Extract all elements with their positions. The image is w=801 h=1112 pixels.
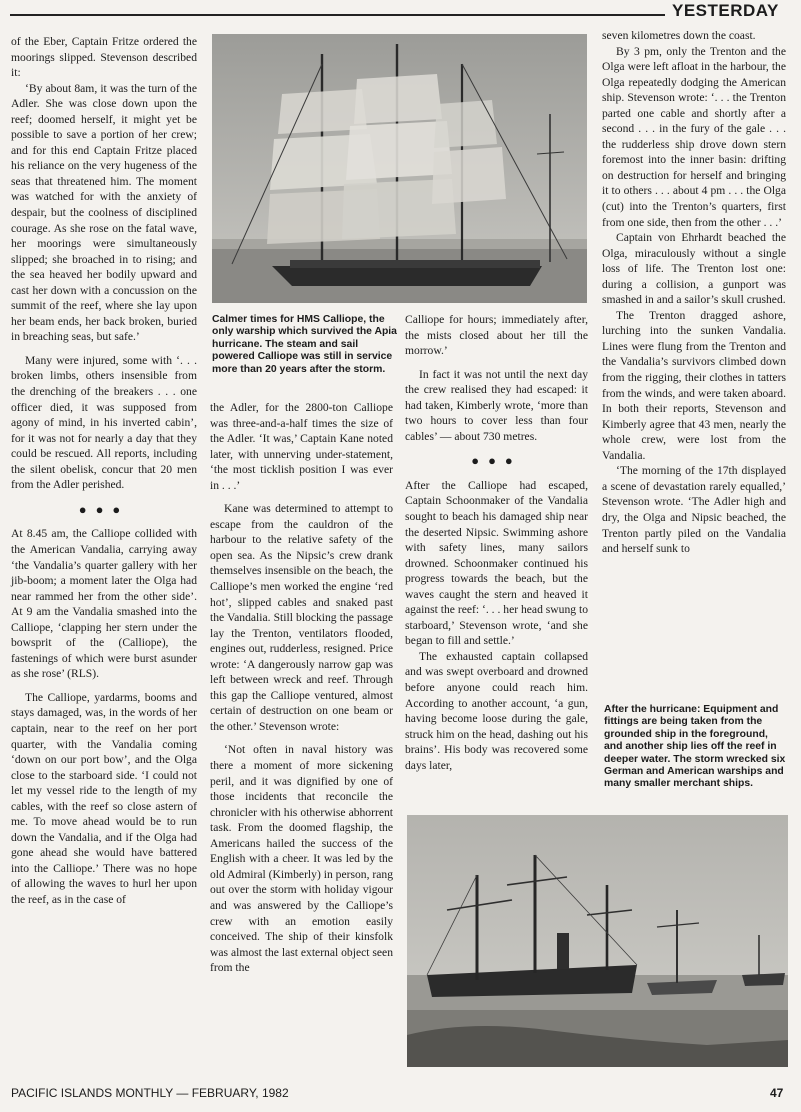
paragraph: Calliope for hours; immediately after, the mists closed about her till the morrow.’	[405, 313, 588, 358]
column-3	[405, 312, 588, 773]
paragraph: of the Eber, Captain Fritze ordered the moorings slipped. Stevenson described it:	[11, 35, 197, 80]
paragraph: After the Calliope had escaped, Captain Schoonmaker of the Vandalia sought to beach his damaged ship near the deserted Nipsic. Swimming ashore with safety lines, many sailors drowned. Schoonmaker continued his progress towards the beach, but the waves caught the stern and heaved it against the reef: ‘. . . her head swung to starboard,’ Stevenson wrote, ‘and she began to fill and settle.’	[405, 478, 588, 648]
paragraph: ‘Not often in naval history was there a moment of more sickening peril, and it was dignified by one of those incidents that reconcile the chronicler with his otherwise abhorrent task. From the doomed flagship, the Americans hailed the success of the English with a cheer. It was led by the old Admiral (Kimberly) in person, rang out over the storm with holiday vigour and was answered by the Calliope’s crew with an emotion easily conceived. The ship of their kinsfolk was almost the last external object seen from the	[210, 743, 393, 975]
section-break-bullets: ●●●	[471, 453, 522, 469]
paragraph: Captain von Ehrhardt beached the Olga, miraculously without a single loss of life. The Trenton lost one: during a collision, a gunport was smashed in and a sailor’s skull crushed.	[602, 231, 786, 307]
paragraph: At 8.45 am, the Calliope collided with the American Vandalia, carrying away ‘the Vandalia’s quarter gallery with her jib-boom; a moment later the Olga had near rammed her from the other side’. At 9 am the Vandalia smashed into the Calliope, ‘clapping her stern under the bowsprit of the (Calliope), the fastenings of which were burst asunder as she rose’ (RLS).	[11, 527, 197, 681]
header-rule	[10, 14, 665, 16]
footer-publication: PACIFIC ISLANDS MONTHLY — FEBRUARY, 1982	[11, 1086, 289, 1100]
section-break-bullets: ●●●	[78, 501, 130, 517]
paragraph: Kane was determined to attempt to escape from the cauldron of the harbour to the relative safety of the open sea. As the Nipsic’s crew drank themselves insensible on the beach, the Calliope’s men worked the engine ‘red hot’, slipped cables and snaked past the Vandalia. Still blocking the passage lay the Trenton, ventilators flooded, engines out, rudderless, resigned. Price wrote: ‘A dangerously narrow gap was left between wreck and reef. Through this gap the Calliope ventured, almost certain of destruction on one beam or the other.’ Stevenson wrote:	[210, 502, 393, 733]
paragraph: the Adler, for the 2800-ton Calliope was three-and-a-half times the size of the Adler. ‘It was,’ Captain Kane noted later, with unnerving under-statement, ‘the most ticklish position I was ever in . . .’	[210, 401, 393, 492]
column-1	[11, 34, 197, 908]
photo-hms-calliope	[212, 34, 587, 303]
paragraph: By 3 pm, only the Trenton and the Olga were left afloat in the harbour, the Olga repeatedly dodging the American ship. Stevenson wrote: ‘. . . the Trenton parted one cable and shortly after a second . . . in the fury of the gale . . . the rudderless ship drove down stern foremost into the inner basin: drifting on destruction for herself and bringing it to others . . . about 4 pm . . . the Olga (cut) into the Trenton’s quarters, first from one side, then from the other . . .’	[602, 44, 786, 229]
column-4	[602, 28, 786, 557]
paragraph: The Calliope, yardarms, booms and stays damaged, was, in the words of her captain, near to the reef on her port quarter, with the Vandalia coming ‘down on our port bow’, and the Olga close to the starboard side. ‘I could not let my vessel ride to the length of my cables, with the reef so close astern of me. To move ahead would be to run down the Vandalia, and if the Olga had gone ahead she would have battered into the Calliope.’ There was no hope of allowing the waves to hurl her upon the reef, as in the case of	[11, 690, 197, 906]
paragraph: The Trenton dragged ashore, lurching into the sunken Vandalia. Lines were flung from the Trenton and the Vandalia’s survivors climbed down from the rigging, their clothes in tatters from the winds, and were taken aboard. In both their reports, Stevenson and Kimberly agree that 43 men, nearly the whole crew, were lost from the Vandalia.	[602, 308, 786, 462]
column-2	[210, 400, 393, 976]
paragraph: seven kilometres down the coast.	[602, 29, 756, 42]
paragraph: The exhausted captain collapsed and was swept overboard and drowned before anyone could reach him. According to another account, ‘a gun, having become loose during the gale, struck him on the head, dashing out his brains’. His body was recovered some days later,	[405, 649, 588, 772]
paragraph: Many were injured, some with ‘. . . broken limbs, others insensible from the drenching of the breakers . . . one officer died, it was supposed from agony of mind, in his inverted cabin’, for it was not for nearly a day that they could be rescued. All reports, including the silent obelisk, concur that 20 men from the Adler perished.	[11, 353, 197, 492]
paragraph: ‘The morning of the 17th displayed a scene of devastation rarely equalled,’ Stevenson wrote. ‘The Adler high and dry, the Olga and Nipsic beached, the Trenton partly piled on the Vandalia and herself sunk to	[602, 464, 786, 556]
photo-wrecked-ships	[407, 815, 788, 1067]
section-title: YESTERDAY	[672, 1, 779, 20]
photo-hms-calliope-image	[212, 34, 587, 303]
page-number: 47	[770, 1086, 784, 1100]
paragraph: In fact it was not until the next day the crew realised they had escaped: it had taken, Kimberly wrote, ‘more than two hours to cover less than four cables’ — about 730 metres.	[405, 367, 588, 443]
photo-wrecked-ships-image	[407, 815, 788, 1067]
photo-caption-calliope: Calmer times for HMS Calliope, the only warship which survived the Apia hurricane. The steam and sail powered Calliope was still in service more than 20 years after the storm.	[212, 314, 397, 375]
paragraph: ‘By about 8am, it was the turn of the Adler. She was close down upon the reef; doomed herself, it might yet be possible to save a portion of her crew; and for this end Captain Fritze placed his reliance on the very hugeness of the seas that threatened him. The moment was watched for with the anxiety of despair, but the coolness of disciplined courage. As she rose on the fatal wave, her moorings were simultaneously slipped; she broached in to rising; and the sea heaved her bodily upward and cast her down with a concussion on the summit of the reef, where she lay upon her beam ends, her back broken, buried in breaching seas, but safe.’	[11, 81, 197, 344]
photo-caption-after-hurricane: After the hurricane: Equipment and fittings are being taken from the grounded ship in the foreground, and another ship lies off the reef in deeper water. The storm wrecked six German and American warships and many smaller merchant ships.	[604, 704, 786, 790]
